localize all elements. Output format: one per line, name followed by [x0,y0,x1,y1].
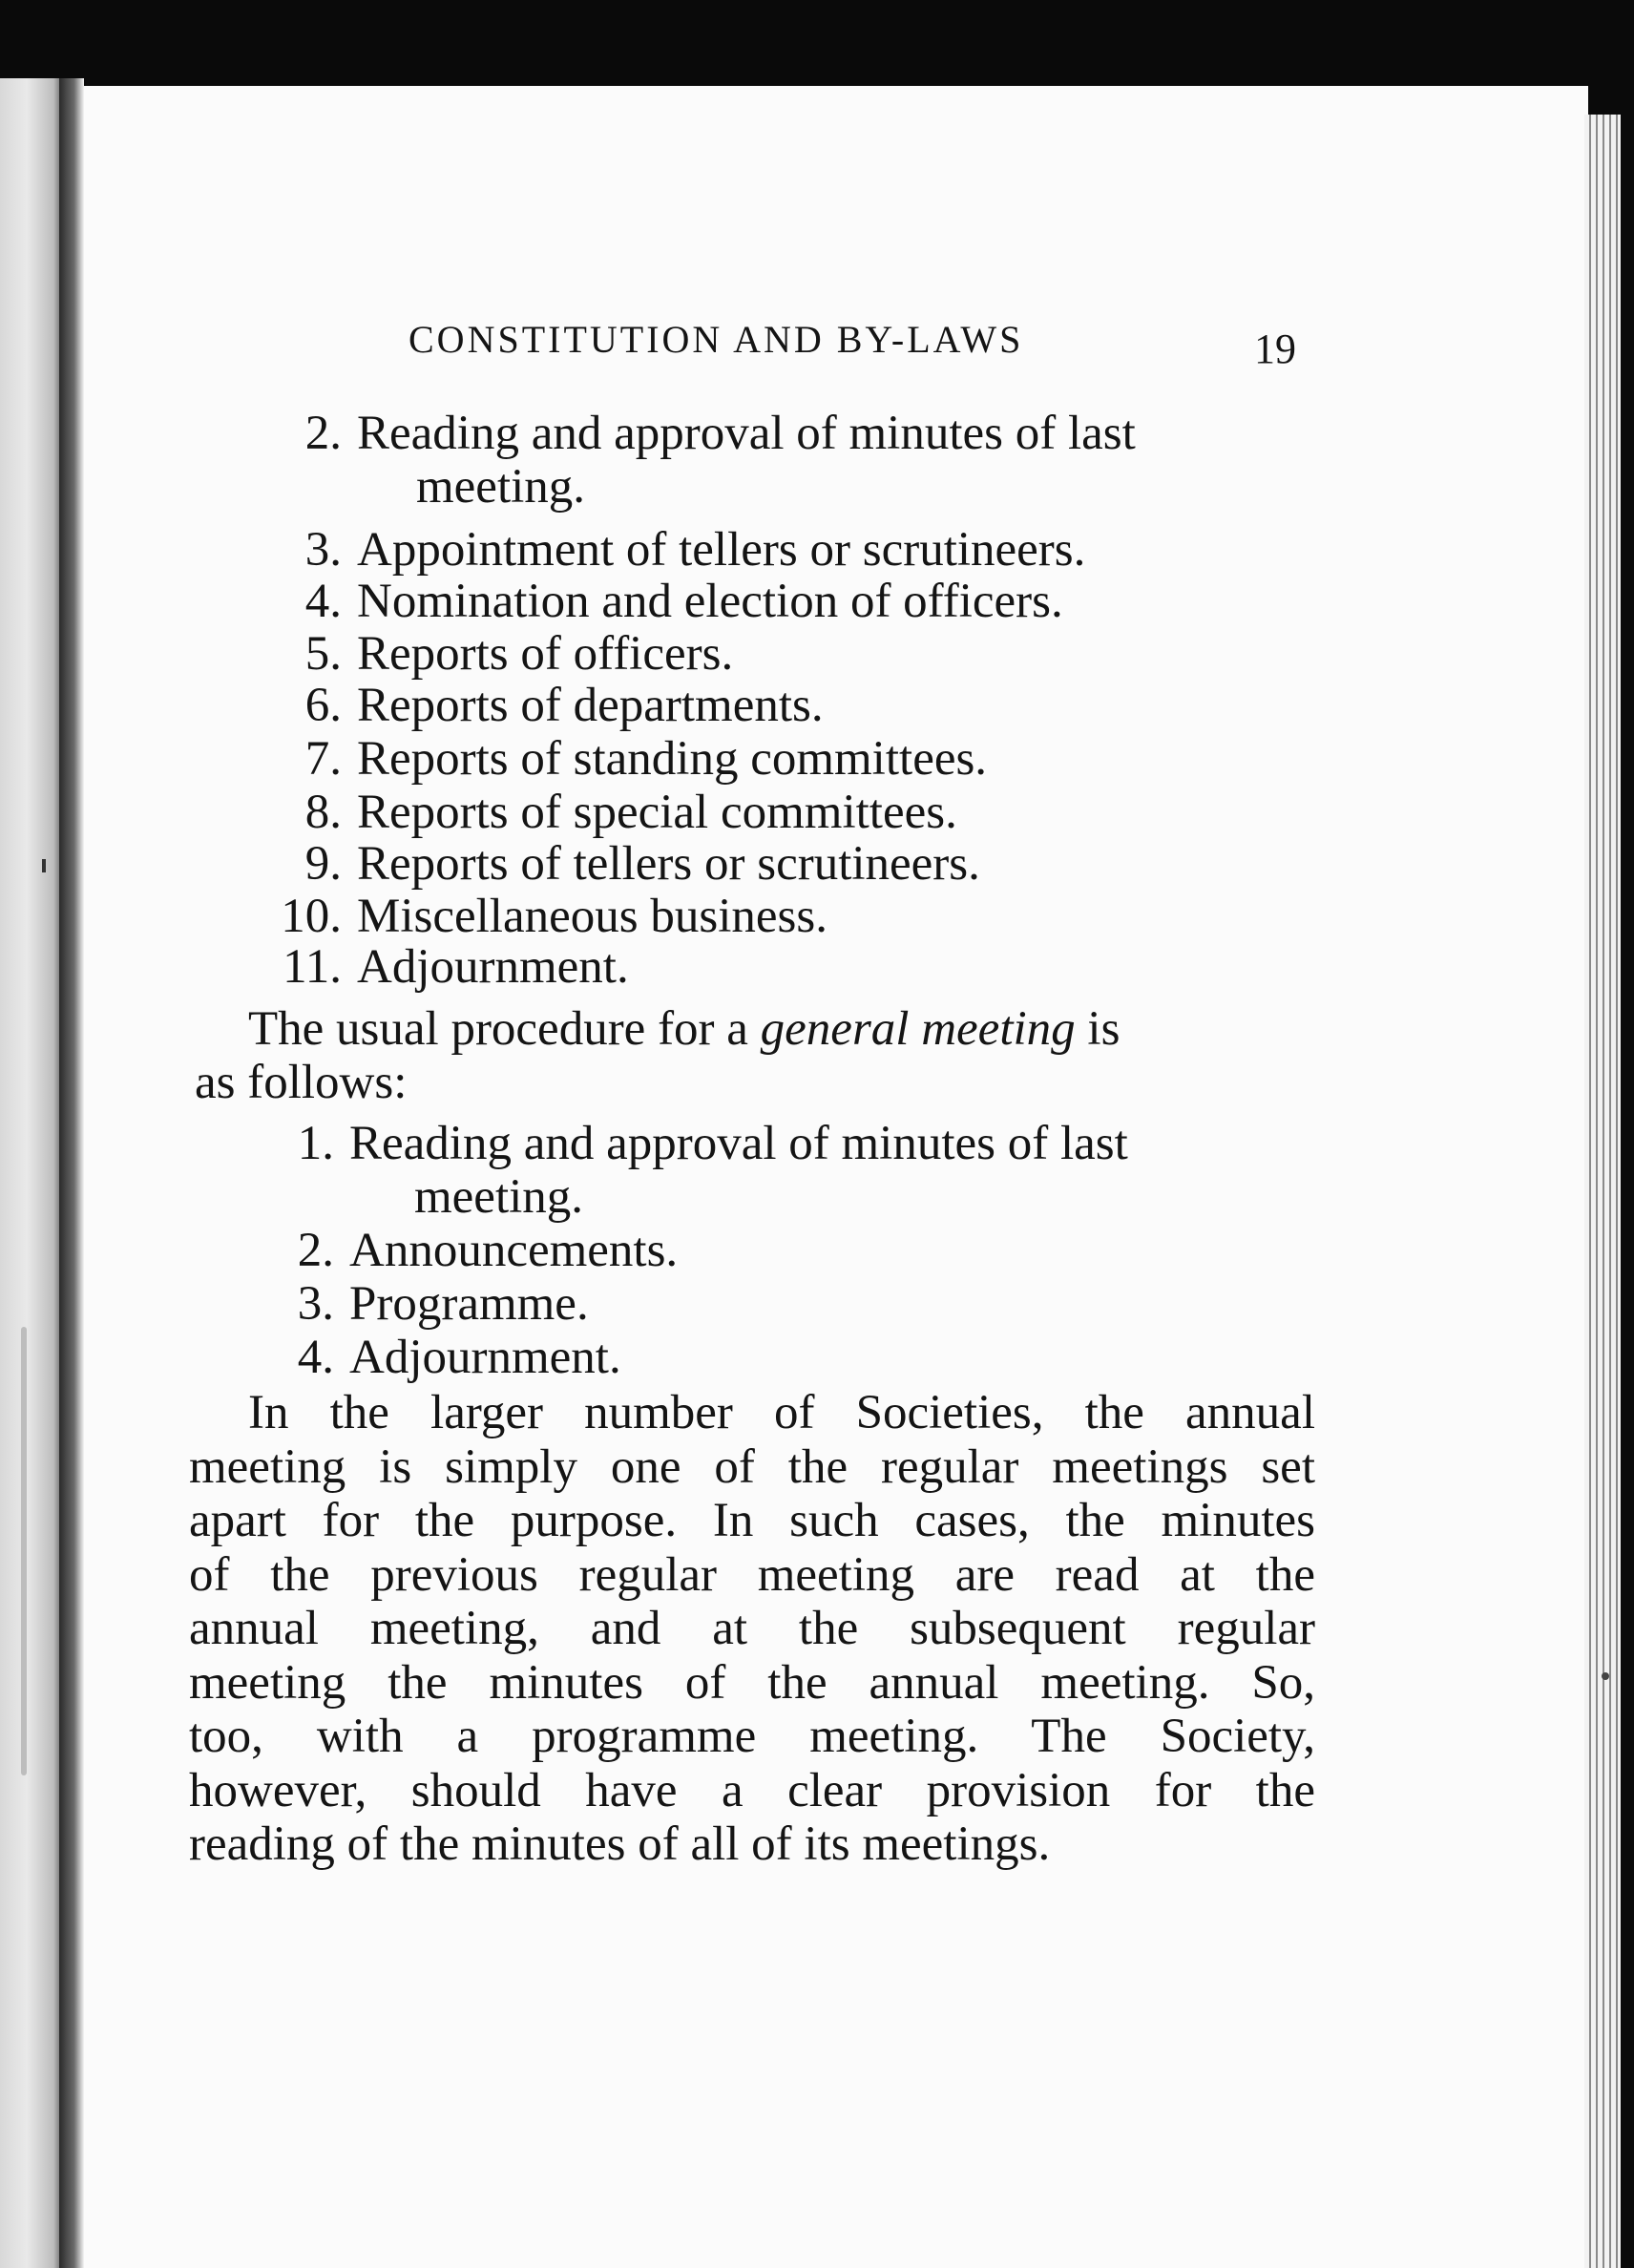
intro-italic-term: general meeting [760,1002,1076,1056]
list-item-number: 4. [297,1331,334,1384]
intro-text: The usual procedure for a [248,1002,761,1056]
list-item-text: Appointment of tellers or scrutineers. [357,523,1086,577]
list-item-continuation: meeting. [414,1170,584,1224]
list-item-text: Reports of special committees. [357,786,957,839]
adjacent-page-edge [0,78,67,2268]
paragraph-line: reading of the minutes of all of its meetings. [189,1817,1051,1871]
running-head: CONSTITUTION AND BY-LAWS [408,318,1024,361]
list-item-continuation: meeting. [416,460,586,514]
list-item-text: Reading and approval of minutes of last [349,1117,1128,1170]
list-item [281,940,629,994]
list-item-text: Miscellaneous business. [357,890,827,943]
list-item-text: Reports of standing committees. [357,732,988,786]
list-item [273,1331,621,1384]
list-item-number: 9. [304,837,342,891]
list-item [273,1117,1128,1170]
paragraph-line: of the previous regular meeting are read at the [189,1547,1315,1602]
list-item [281,837,980,891]
list-item [281,407,1136,460]
list-item [273,1224,678,1277]
paragraph-line: annual meeting, and at the subsequent regular [189,1602,1315,1655]
list-item-number: 3. [304,523,342,577]
list-item-text: Adjournment. [357,940,629,994]
binding-thread [21,1327,27,1775]
list-item-text: Programme. [349,1277,589,1331]
list-item [281,890,827,943]
list-item-text: Reports of tellers or scrutineers. [357,837,980,891]
paragraph-line: too, with a programme meeting. The Society, [189,1710,1315,1763]
closing-paragraph [189,1386,1315,1872]
paragraph-line: meeting is simply one of the regular meetings set [189,1439,1315,1494]
paragraph-line: apart for the purpose. In such cases, the minutes [189,1494,1315,1547]
intro-text-end: is [1075,1002,1121,1056]
list-item-text: Nomination and election of officers. [357,575,1063,628]
list-item-number: 10. [281,890,342,943]
binding-mark [42,859,46,872]
list-item-text: Reports of departments. [357,679,824,732]
list-item [281,523,1085,577]
list-item-number: 4. [304,575,342,628]
paragraph-line: meeting the minutes of the annual meeting. So, [189,1655,1315,1710]
list-item-number: 3. [297,1277,334,1331]
list-item-text: Adjournment. [349,1331,621,1384]
list-item-number: 1. [297,1117,334,1170]
list-item [273,1277,589,1331]
list-item [281,627,733,681]
page-number: 19 [1254,326,1296,372]
list-item-text: Reports of officers. [357,627,734,681]
general-meeting-intro [248,1002,1120,1056]
list-item-number: 2. [304,407,342,460]
list-item-number: 5. [304,627,342,681]
intro-line: as follows: [195,1056,408,1109]
paragraph-line: In the larger number of Societies, the annual [248,1386,1315,1439]
page-edge-stack [1584,115,1621,2268]
list-item [281,732,987,786]
list-item-text: Reading and approval of minutes of last [357,407,1136,460]
gutter-shadow [59,78,84,2268]
list-item-number: 8. [304,786,342,839]
dust-speck [1602,1672,1609,1680]
list-item-number: 6. [304,679,342,732]
list-item-text: Announcements. [349,1224,679,1277]
list-item-number: 2. [297,1224,334,1277]
list-item-number: 7. [304,732,342,786]
list-item-number: 11. [283,940,342,994]
list-item [281,575,1063,628]
list-item [281,679,824,732]
paragraph-line: however, should have a clear provision for the [189,1763,1315,1817]
list-item [281,786,957,839]
